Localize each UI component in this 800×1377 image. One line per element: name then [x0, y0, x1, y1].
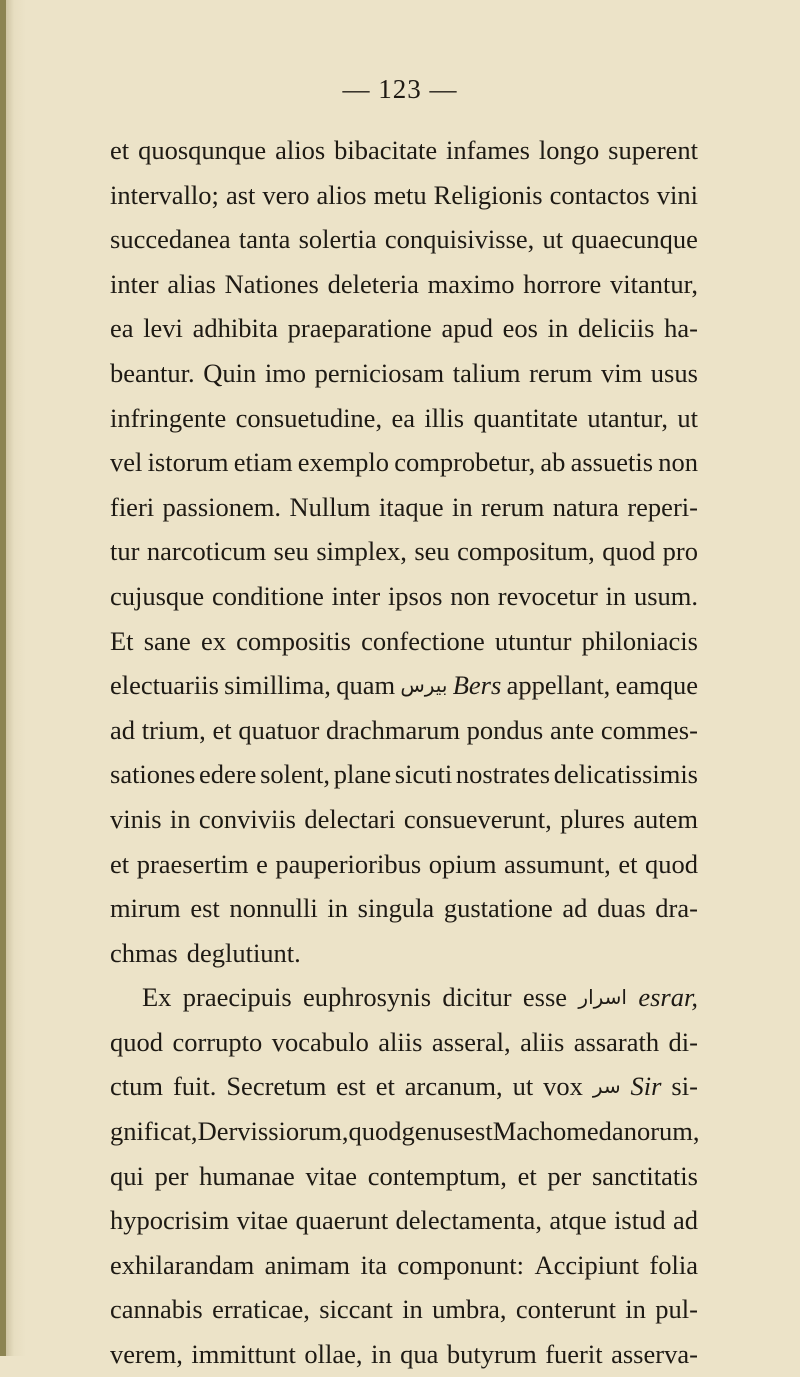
word: ea	[110, 313, 134, 344]
text-line	[110, 842, 698, 887]
word: vitae	[305, 1160, 358, 1191]
word: quantitate	[473, 402, 578, 433]
word: istorum	[147, 447, 229, 478]
word: inter	[331, 580, 381, 611]
word: philoniacis	[581, 625, 698, 656]
word: conviviis	[198, 803, 296, 834]
word: alias	[167, 268, 216, 299]
word: erraticae,	[212, 1294, 310, 1325]
word: exhilarandam	[110, 1249, 255, 1280]
word: di-	[668, 1026, 698, 1057]
word: confectione	[361, 625, 485, 656]
text-line	[110, 262, 698, 307]
word: genus	[401, 1116, 464, 1147]
word: ut	[542, 224, 564, 255]
word: itaque	[378, 491, 444, 522]
word: euphrosynis	[303, 982, 432, 1013]
word: est	[336, 1071, 366, 1102]
word: et	[212, 714, 232, 745]
arabic-word: سر	[592, 1074, 621, 1099]
word: vinis	[110, 803, 162, 834]
text-line	[110, 1020, 698, 1065]
text-line	[110, 574, 698, 619]
word: imo	[264, 357, 307, 388]
word: in	[371, 1339, 392, 1370]
word: simplex,	[316, 536, 407, 567]
word: appellant,	[506, 670, 611, 701]
word: fieri	[110, 491, 155, 522]
word: plane	[333, 759, 392, 790]
word: natura	[552, 491, 619, 522]
word: horrore	[523, 268, 602, 299]
word: fuerit	[545, 1339, 603, 1370]
word: componunt:	[397, 1249, 525, 1280]
word: in	[327, 893, 348, 924]
word: rerum	[481, 491, 545, 522]
word: usum.	[633, 580, 698, 611]
word: atque	[549, 1205, 607, 1236]
word: immittunt	[191, 1339, 296, 1370]
word: non	[658, 447, 698, 478]
word: pondus	[466, 714, 544, 745]
text-line	[110, 173, 698, 218]
word: ollae,	[304, 1339, 363, 1370]
word: vocabulo	[271, 1026, 369, 1057]
word: siccant	[319, 1294, 393, 1325]
arabic-word: اسرار	[578, 985, 627, 1010]
word: Ex	[142, 982, 172, 1013]
word: quosqunque	[138, 135, 267, 165]
word: autem	[633, 803, 698, 834]
text-line	[110, 1064, 698, 1109]
word: aliis	[378, 1026, 423, 1057]
word: in	[169, 803, 191, 834]
word: Bers	[452, 670, 502, 701]
word: trium,	[141, 714, 206, 745]
arabic-word: بيرس	[400, 673, 448, 698]
word: infringente	[110, 402, 227, 433]
text-line	[110, 708, 698, 753]
word: ad	[672, 1205, 698, 1236]
text-line	[110, 306, 698, 351]
word: conquisivisse,	[384, 224, 535, 255]
word: umbra,	[432, 1294, 507, 1325]
word: praesertim	[136, 848, 249, 879]
word: quaerunt	[295, 1205, 389, 1236]
word: tur	[110, 536, 140, 567]
word: nonnulli	[229, 893, 318, 924]
text-line	[110, 128, 698, 173]
word: istud	[614, 1205, 666, 1236]
word: per	[154, 1160, 189, 1191]
page-number: — 123 —	[342, 74, 458, 104]
word: Nullum	[289, 491, 371, 522]
word: ea	[391, 402, 415, 433]
word: comprobetur,	[394, 447, 536, 478]
word: ad	[562, 893, 588, 924]
word: duas	[597, 893, 646, 924]
word: vero	[262, 179, 310, 210]
word: Nationes	[224, 268, 319, 299]
word: etiam	[233, 447, 293, 478]
word: vitae	[236, 1205, 289, 1236]
text-line	[110, 529, 698, 574]
word: delicatissimis	[553, 759, 698, 790]
word: metu	[373, 179, 427, 210]
page-gutter-shadow	[0, 0, 6, 1356]
word: arcanum,	[404, 1071, 503, 1102]
word: delectari	[304, 803, 396, 834]
word: contactos	[549, 179, 650, 210]
word: vox	[543, 1071, 583, 1102]
word: qui	[110, 1160, 144, 1191]
word: sationes	[110, 759, 196, 790]
word: passionem.	[162, 491, 282, 522]
text-line	[110, 396, 698, 441]
word: hypocrisim	[110, 1205, 230, 1236]
word: inter	[110, 268, 159, 299]
word: levi	[143, 313, 183, 344]
word: conterunt	[515, 1294, 616, 1325]
word: opium	[428, 848, 497, 879]
word: non	[450, 580, 490, 611]
text-line	[110, 797, 698, 842]
text-line	[110, 485, 698, 530]
word: asserva-	[611, 1339, 698, 1370]
word: edere	[199, 759, 257, 790]
word: narcoticum	[146, 536, 267, 567]
word: conditione	[211, 580, 324, 611]
word: est	[190, 893, 220, 924]
word: eamque	[615, 670, 698, 701]
word: pul-	[655, 1294, 698, 1325]
text-line	[110, 351, 698, 396]
word: seu	[273, 536, 309, 567]
word: ast	[225, 179, 256, 210]
word: assumunt,	[504, 848, 611, 879]
word: gnificat,	[110, 1116, 198, 1147]
word: sanctitatis	[591, 1160, 698, 1191]
word: verem,	[110, 1339, 183, 1370]
word: nostrates	[455, 759, 551, 790]
word: per	[547, 1160, 582, 1191]
word: longo	[538, 135, 600, 165]
word: Quin	[203, 357, 257, 388]
word: et	[517, 1160, 537, 1191]
word: ut	[512, 1071, 534, 1102]
word: utuntur	[494, 625, 572, 656]
word: et	[375, 1071, 395, 1102]
word: solent,	[260, 759, 331, 790]
word: quod	[348, 1116, 402, 1147]
word: vel	[110, 447, 143, 478]
word: asseral,	[431, 1026, 511, 1057]
word: ut	[677, 402, 698, 433]
word: beantur.	[110, 357, 195, 388]
word: quod	[602, 536, 656, 567]
word: Dervissiorum,	[197, 1116, 349, 1147]
word: adhibita	[192, 313, 278, 344]
word: perniciosam	[314, 357, 445, 388]
word: infames	[446, 135, 530, 165]
word: chmas	[110, 937, 178, 968]
word: butyrum	[446, 1339, 537, 1370]
text-line	[110, 886, 698, 931]
word: Sir	[630, 1071, 662, 1102]
word: bibacitate	[334, 135, 438, 165]
word: ex	[200, 625, 226, 656]
word: electuariis	[110, 670, 219, 701]
word: ipsos	[387, 580, 443, 611]
word: vini	[656, 179, 698, 210]
text-line	[110, 619, 698, 664]
word: cujusque	[110, 580, 205, 611]
word: quam	[336, 670, 396, 701]
word: ab	[540, 447, 566, 478]
word: alios	[316, 179, 367, 210]
word: apud	[441, 313, 493, 344]
word: compositum,	[457, 536, 595, 567]
word: contemptum,	[367, 1160, 507, 1191]
word: illis	[424, 402, 465, 433]
text-line	[110, 1287, 698, 1332]
word: ha-	[664, 313, 698, 344]
word: maximo	[427, 268, 515, 299]
word: deliciis	[577, 313, 655, 344]
word: solertia	[298, 224, 377, 255]
word: deleteria	[327, 268, 419, 299]
word: gustatione	[443, 893, 553, 924]
body-text	[110, 128, 698, 1377]
word: dra-	[655, 893, 698, 924]
word: pro	[662, 536, 698, 567]
word: alios	[275, 135, 326, 165]
word: deglutiunt.	[186, 937, 301, 968]
word: praeparatione	[287, 313, 432, 344]
text-line	[110, 1198, 698, 1243]
word: rerum	[529, 357, 593, 388]
text-line	[110, 1154, 698, 1199]
word: commes-	[600, 714, 698, 745]
word: talium	[452, 357, 521, 388]
word: simillima,	[224, 670, 331, 701]
word: pauperioribus	[275, 848, 422, 879]
word: sicuti	[394, 759, 453, 790]
word: vitantur,	[610, 268, 698, 299]
word: Accipiunt	[534, 1249, 639, 1280]
text-line	[110, 1332, 698, 1377]
text-line	[110, 440, 698, 485]
word: compositis	[236, 625, 351, 656]
word: quod	[110, 1026, 163, 1057]
word: sane	[143, 625, 191, 656]
word: et	[110, 135, 130, 165]
word: revocetur	[497, 580, 598, 611]
word: e	[256, 848, 268, 879]
word: ante	[549, 714, 595, 745]
word: dicitur	[442, 982, 512, 1013]
word: consuetudine,	[235, 402, 383, 433]
word: succedanea	[110, 224, 231, 255]
word: folia	[649, 1249, 698, 1280]
word: seu	[414, 536, 450, 567]
word: in	[605, 580, 627, 611]
word: humanae	[199, 1160, 295, 1191]
word: et	[618, 848, 638, 879]
word: qua	[400, 1339, 439, 1370]
word: Et	[110, 625, 134, 656]
word: intervallo;	[110, 179, 219, 210]
word: in	[547, 313, 569, 344]
word: corrupto	[172, 1026, 263, 1057]
word: ctum	[110, 1071, 163, 1102]
word: esrar,	[638, 982, 698, 1013]
word: eos	[502, 313, 538, 344]
word: in	[452, 491, 473, 522]
word: assuetis	[570, 447, 654, 478]
word: quod	[645, 848, 698, 879]
text-line	[110, 975, 698, 1020]
text-line	[110, 931, 698, 976]
word: in	[625, 1294, 646, 1325]
word: animam	[264, 1249, 351, 1280]
word: tanta	[238, 224, 291, 255]
word: Religionis	[433, 179, 543, 210]
word: si-	[671, 1071, 698, 1102]
text-line	[110, 1109, 698, 1154]
word: ad	[110, 714, 136, 745]
word: mirum	[110, 893, 181, 924]
word: aliis	[520, 1026, 565, 1057]
word: esse	[522, 982, 568, 1013]
word: Secretum	[226, 1071, 327, 1102]
word: est	[463, 1116, 493, 1147]
word: plures	[560, 803, 625, 834]
word: utantur,	[587, 402, 668, 433]
word: assarath	[573, 1026, 660, 1057]
word: delectamenta,	[395, 1205, 542, 1236]
word: singula	[357, 893, 435, 924]
word: in	[402, 1294, 423, 1325]
word: Machomedanorum,	[492, 1116, 700, 1147]
text-line	[110, 217, 698, 262]
word: quatuor	[238, 714, 320, 745]
text-line	[110, 752, 698, 797]
word: et	[110, 848, 130, 879]
word: drachmarum	[326, 714, 460, 745]
word: reperi-	[627, 491, 698, 522]
word: usus	[650, 357, 698, 388]
word: superent	[608, 135, 698, 165]
word: exemplo	[297, 447, 390, 478]
word: consueverunt,	[403, 803, 552, 834]
word: quaecunque	[571, 224, 698, 255]
word: praecipuis	[182, 982, 292, 1013]
word: ita	[360, 1249, 387, 1280]
text-line	[110, 663, 698, 708]
word: vim	[600, 357, 643, 388]
word: fuit.	[172, 1071, 217, 1102]
word: cannabis	[110, 1294, 203, 1325]
text-line	[110, 1243, 698, 1288]
